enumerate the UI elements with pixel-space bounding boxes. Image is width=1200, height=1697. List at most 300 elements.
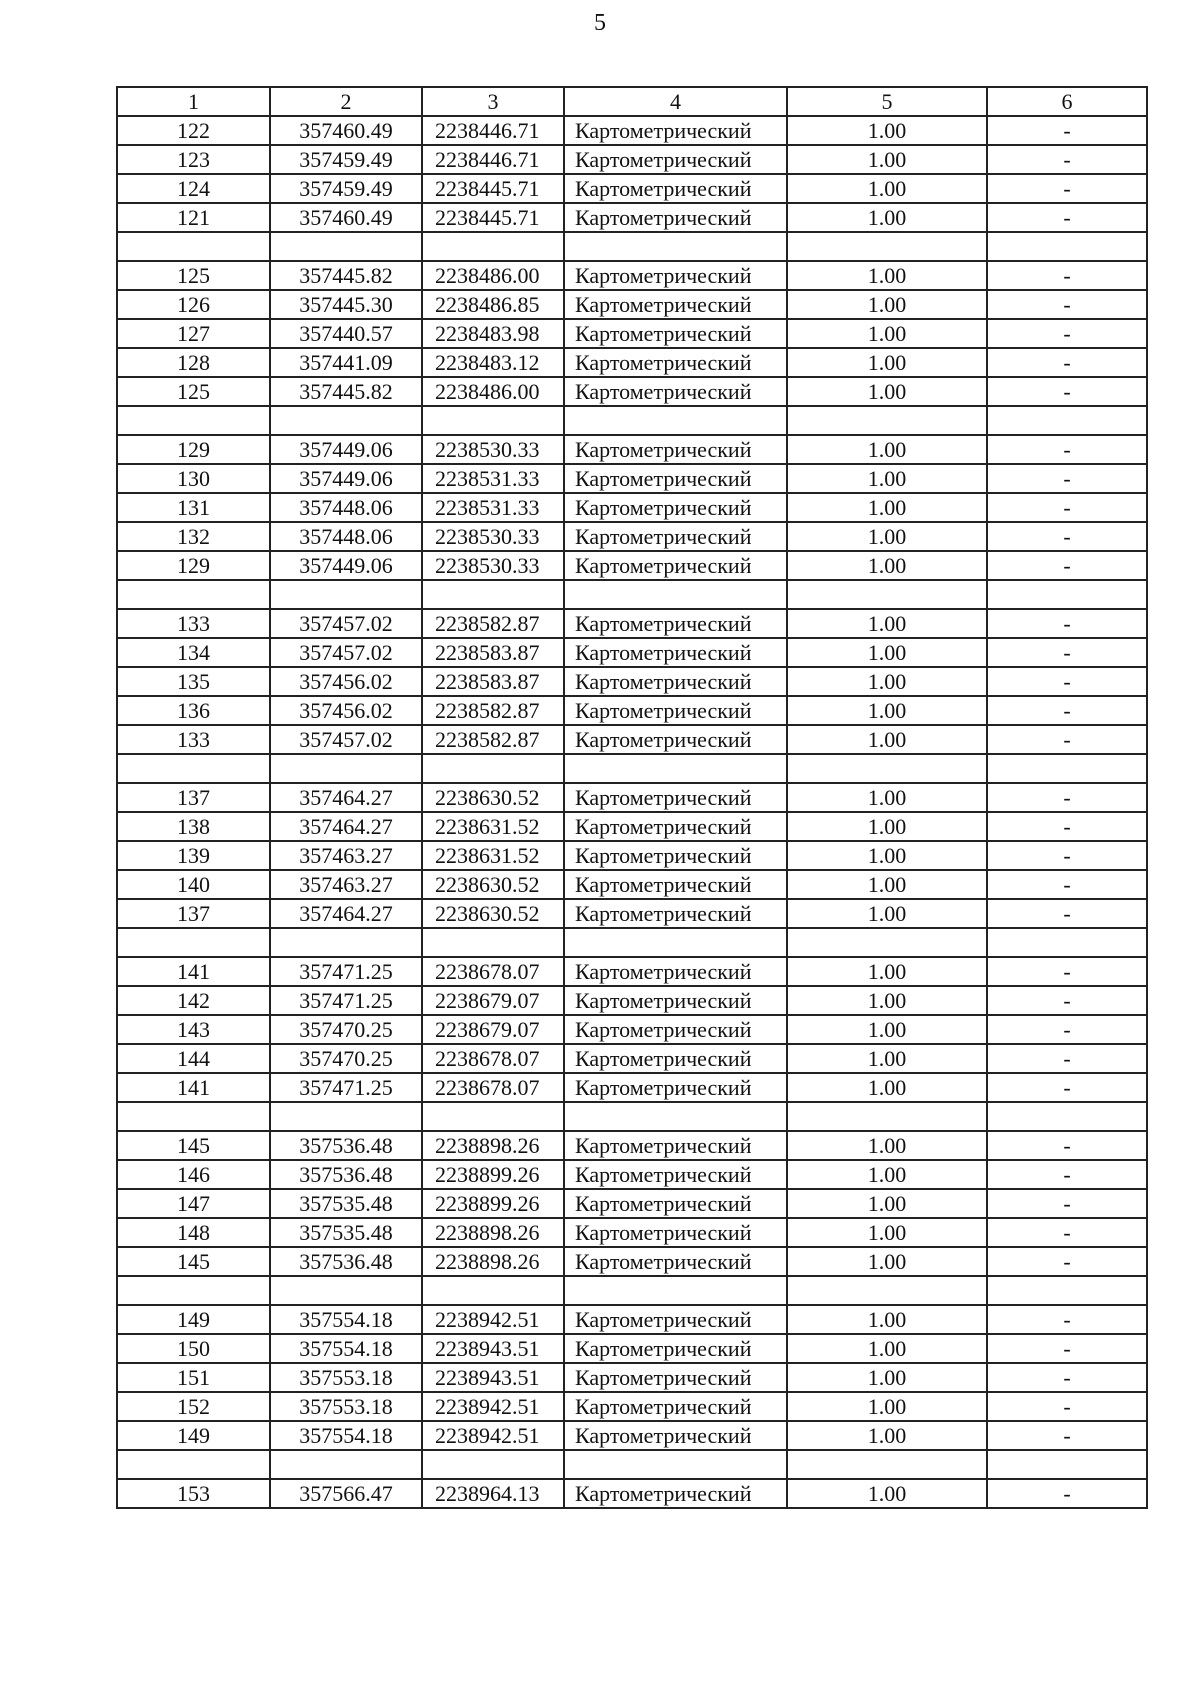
table-cell-col-6: - xyxy=(987,261,1147,290)
table-empty-cell xyxy=(787,1276,987,1305)
table-cell-col-1: 152 xyxy=(117,1392,270,1421)
table-empty-cell xyxy=(270,754,422,783)
table-cell-col-3: 2238899.26 xyxy=(422,1160,564,1189)
table-empty-cell xyxy=(787,1450,987,1479)
table-cell-col-4: Картометрический xyxy=(564,551,787,580)
table-cell-col-6: - xyxy=(987,696,1147,725)
table-cell-col-1: 146 xyxy=(117,1160,270,1189)
table-empty-cell xyxy=(117,1276,270,1305)
table-cell-col-4: Картометрический xyxy=(564,174,787,203)
table-cell-col-3: 2238631.52 xyxy=(422,812,564,841)
table-cell-col-4: Картометрический xyxy=(564,783,787,812)
table-cell-col-5: 1.00 xyxy=(787,319,987,348)
table-cell-col-5: 1.00 xyxy=(787,1015,987,1044)
table-cell-col-5: 1.00 xyxy=(787,986,987,1015)
table-cell-col-1: 121 xyxy=(117,203,270,232)
table-empty-cell xyxy=(422,1450,564,1479)
table-cell-col-5: 1.00 xyxy=(787,116,987,145)
table-cell-col-1: 130 xyxy=(117,464,270,493)
table-cell-col-4: Картометрический xyxy=(564,1218,787,1247)
table-cell-col-5: 1.00 xyxy=(787,348,987,377)
table-cell-col-1: 135 xyxy=(117,667,270,696)
table-row xyxy=(117,1131,1147,1160)
table-cell-col-3: 2238679.07 xyxy=(422,1015,564,1044)
table-cell-col-1: 132 xyxy=(117,522,270,551)
table-cell-col-4: Картометрический xyxy=(564,696,787,725)
table-cell-col-4: Картометрический xyxy=(564,638,787,667)
table-cell-col-1: 131 xyxy=(117,493,270,522)
table-cell-col-4: Картометрический xyxy=(564,319,787,348)
table-empty-cell xyxy=(987,1450,1147,1479)
table-cell-col-2: 357445.30 xyxy=(270,290,422,319)
table-cell-col-1: 125 xyxy=(117,377,270,406)
table-cell-col-2: 357449.06 xyxy=(270,464,422,493)
table-cell-col-6: - xyxy=(987,1044,1147,1073)
table-empty-cell xyxy=(117,232,270,261)
table-cell-col-5: 1.00 xyxy=(787,1247,987,1276)
table-cell-col-3: 2238486.00 xyxy=(422,377,564,406)
table-cell-col-4: Картометрический xyxy=(564,1305,787,1334)
table-spacer-row xyxy=(117,1102,1147,1131)
table-cell-col-6: - xyxy=(987,290,1147,319)
table-cell-col-3: 2238942.51 xyxy=(422,1421,564,1450)
table-cell-col-2: 357457.02 xyxy=(270,609,422,638)
table-cell-col-6: - xyxy=(987,986,1147,1015)
table-empty-cell xyxy=(270,1450,422,1479)
table-cell-col-5: 1.00 xyxy=(787,899,987,928)
table-cell-col-3: 2238531.33 xyxy=(422,493,564,522)
table-row xyxy=(117,1305,1147,1334)
table-cell-col-6: - xyxy=(987,1015,1147,1044)
table-empty-cell xyxy=(564,928,787,957)
table-cell-col-3: 2238530.33 xyxy=(422,551,564,580)
table-cell-col-5: 1.00 xyxy=(787,812,987,841)
table-cell-col-1: 139 xyxy=(117,841,270,870)
table-cell-col-3: 2238630.52 xyxy=(422,783,564,812)
table-cell-col-6: - xyxy=(987,1305,1147,1334)
table-cell-col-5: 1.00 xyxy=(787,667,987,696)
table-empty-cell xyxy=(564,1276,787,1305)
table-cell-col-2: 357448.06 xyxy=(270,522,422,551)
table-row xyxy=(117,899,1147,928)
table-cell-col-6: - xyxy=(987,957,1147,986)
table-cell-col-6: - xyxy=(987,1160,1147,1189)
table-cell-col-3: 2238446.71 xyxy=(422,116,564,145)
table-cell-col-1: 126 xyxy=(117,290,270,319)
table-cell-col-5: 1.00 xyxy=(787,638,987,667)
table-body xyxy=(117,116,1147,1508)
table-row xyxy=(117,348,1147,377)
table-cell-col-3: 2238583.87 xyxy=(422,667,564,696)
table-cell-col-1: 149 xyxy=(117,1421,270,1450)
table-cell-col-6: - xyxy=(987,1247,1147,1276)
table-empty-cell xyxy=(987,406,1147,435)
table-row xyxy=(117,261,1147,290)
table-cell-col-3: 2238943.51 xyxy=(422,1363,564,1392)
table-row xyxy=(117,522,1147,551)
table-cell-col-6: - xyxy=(987,1073,1147,1102)
table-empty-cell xyxy=(422,406,564,435)
table-empty-cell xyxy=(787,754,987,783)
table-row xyxy=(117,1334,1147,1363)
table-cell-col-6: - xyxy=(987,522,1147,551)
table-row xyxy=(117,783,1147,812)
table-cell-col-4: Картометрический xyxy=(564,986,787,1015)
table-cell-col-2: 357536.48 xyxy=(270,1160,422,1189)
table-cell-col-4: Картометрический xyxy=(564,116,787,145)
table-cell-col-1: 136 xyxy=(117,696,270,725)
table-cell-col-1: 137 xyxy=(117,783,270,812)
table-row xyxy=(117,1160,1147,1189)
table-cell-col-2: 357470.25 xyxy=(270,1015,422,1044)
table-cell-col-1: 129 xyxy=(117,551,270,580)
table-cell-col-6: - xyxy=(987,725,1147,754)
table-cell-col-6: - xyxy=(987,812,1147,841)
table-cell-col-4: Картометрический xyxy=(564,203,787,232)
table-row xyxy=(117,1479,1147,1508)
table-cell-col-3: 2238679.07 xyxy=(422,986,564,1015)
table-cell-col-3: 2238483.12 xyxy=(422,348,564,377)
table-cell-col-2: 357554.18 xyxy=(270,1305,422,1334)
table-cell-col-6: - xyxy=(987,667,1147,696)
table-cell-col-3: 2238582.87 xyxy=(422,696,564,725)
table-empty-cell xyxy=(564,232,787,261)
table-cell-col-1: 122 xyxy=(117,116,270,145)
table-cell-col-4: Картометрический xyxy=(564,957,787,986)
table-empty-cell xyxy=(987,1276,1147,1305)
table-cell-col-5: 1.00 xyxy=(787,464,987,493)
table-cell-col-5: 1.00 xyxy=(787,1073,987,1102)
table-cell-col-4: Картометрический xyxy=(564,493,787,522)
table-cell-col-2: 357464.27 xyxy=(270,812,422,841)
table-cell-col-1: 147 xyxy=(117,1189,270,1218)
table-cell-col-1: 128 xyxy=(117,348,270,377)
table-cell-col-1: 149 xyxy=(117,1305,270,1334)
table-cell-col-6: - xyxy=(987,1421,1147,1450)
table-cell-col-1: 127 xyxy=(117,319,270,348)
table-cell-col-4: Картометрический xyxy=(564,1189,787,1218)
table-cell-col-4: Картометрический xyxy=(564,145,787,174)
table-cell-col-6: - xyxy=(987,1189,1147,1218)
table-empty-cell xyxy=(117,928,270,957)
table-cell-col-6: - xyxy=(987,116,1147,145)
table-cell-col-5: 1.00 xyxy=(787,725,987,754)
table-cell-col-1: 141 xyxy=(117,1073,270,1102)
table-cell-col-1: 125 xyxy=(117,261,270,290)
table-empty-cell xyxy=(987,754,1147,783)
table-cell-col-6: - xyxy=(987,1392,1147,1421)
header-col-3: 3 xyxy=(422,87,564,116)
table-empty-cell xyxy=(270,928,422,957)
table-row xyxy=(117,174,1147,203)
table-row xyxy=(117,203,1147,232)
table-cell-col-6: - xyxy=(987,348,1147,377)
table-cell-col-2: 357463.27 xyxy=(270,841,422,870)
table-cell-col-5: 1.00 xyxy=(787,1392,987,1421)
table-cell-col-1: 138 xyxy=(117,812,270,841)
table-cell-col-5: 1.00 xyxy=(787,696,987,725)
table-row xyxy=(117,870,1147,899)
table-cell-col-4: Картометрический xyxy=(564,609,787,638)
table-row xyxy=(117,1363,1147,1392)
table-empty-cell xyxy=(422,754,564,783)
table-cell-col-2: 357463.27 xyxy=(270,870,422,899)
table-cell-col-2: 357445.82 xyxy=(270,261,422,290)
table-spacer-row xyxy=(117,232,1147,261)
table-empty-cell xyxy=(987,232,1147,261)
table-row xyxy=(117,812,1147,841)
table-cell-col-3: 2238530.33 xyxy=(422,435,564,464)
table-cell-col-4: Картометрический xyxy=(564,1421,787,1450)
table-empty-cell xyxy=(270,1102,422,1131)
table-row xyxy=(117,667,1147,696)
table-cell-col-1: 148 xyxy=(117,1218,270,1247)
table-cell-col-2: 357464.27 xyxy=(270,783,422,812)
table-spacer-row xyxy=(117,1450,1147,1479)
table-cell-col-3: 2238899.26 xyxy=(422,1189,564,1218)
table-cell-col-5: 1.00 xyxy=(787,493,987,522)
table-row xyxy=(117,319,1147,348)
table-cell-col-6: - xyxy=(987,899,1147,928)
table-cell-col-6: - xyxy=(987,841,1147,870)
table-cell-col-1: 140 xyxy=(117,870,270,899)
table-row xyxy=(117,1073,1147,1102)
table-cell-col-2: 357449.06 xyxy=(270,551,422,580)
table-cell-col-1: 129 xyxy=(117,435,270,464)
table-cell-col-4: Картометрический xyxy=(564,435,787,464)
table-empty-cell xyxy=(564,1102,787,1131)
table-empty-cell xyxy=(787,1102,987,1131)
table-cell-col-6: - xyxy=(987,870,1147,899)
table-cell-col-3: 2238486.00 xyxy=(422,261,564,290)
table-empty-cell xyxy=(564,406,787,435)
table-cell-col-5: 1.00 xyxy=(787,1305,987,1334)
table-cell-col-1: 141 xyxy=(117,957,270,986)
table-cell-col-2: 357448.06 xyxy=(270,493,422,522)
table-cell-col-4: Картометрический xyxy=(564,261,787,290)
header-col-2: 2 xyxy=(270,87,422,116)
table-cell-col-6: - xyxy=(987,638,1147,667)
table-cell-col-5: 1.00 xyxy=(787,1479,987,1508)
table-cell-col-1: 123 xyxy=(117,145,270,174)
table-empty-cell xyxy=(117,580,270,609)
table-empty-cell xyxy=(564,580,787,609)
table-cell-col-5: 1.00 xyxy=(787,290,987,319)
table-row xyxy=(117,116,1147,145)
table-cell-col-2: 357441.09 xyxy=(270,348,422,377)
table-cell-col-5: 1.00 xyxy=(787,609,987,638)
table-cell-col-3: 2238445.71 xyxy=(422,174,564,203)
table-row xyxy=(117,638,1147,667)
table-empty-cell xyxy=(422,1102,564,1131)
table-cell-col-5: 1.00 xyxy=(787,870,987,899)
table-cell-col-2: 357456.02 xyxy=(270,667,422,696)
table-row xyxy=(117,551,1147,580)
table-cell-col-5: 1.00 xyxy=(787,203,987,232)
page-number: 5 xyxy=(594,10,606,36)
table-cell-col-6: - xyxy=(987,493,1147,522)
table-empty-cell xyxy=(117,1102,270,1131)
table-empty-cell xyxy=(117,1450,270,1479)
table-empty-cell xyxy=(987,1102,1147,1131)
table-cell-col-1: 133 xyxy=(117,725,270,754)
table-cell-col-2: 357464.27 xyxy=(270,899,422,928)
table-cell-col-3: 2238678.07 xyxy=(422,1073,564,1102)
table-row xyxy=(117,493,1147,522)
table-cell-col-2: 357566.47 xyxy=(270,1479,422,1508)
table-cell-col-4: Картометрический xyxy=(564,1131,787,1160)
table-cell-col-5: 1.00 xyxy=(787,174,987,203)
table-cell-col-2: 357459.49 xyxy=(270,174,422,203)
table-row xyxy=(117,696,1147,725)
table-cell-col-6: - xyxy=(987,174,1147,203)
table-cell-col-2: 357535.48 xyxy=(270,1189,422,1218)
table-cell-col-2: 357471.25 xyxy=(270,1073,422,1102)
table-row xyxy=(117,1218,1147,1247)
table-cell-col-5: 1.00 xyxy=(787,1334,987,1363)
table-cell-col-6: - xyxy=(987,1479,1147,1508)
table-cell-col-4: Картометрический xyxy=(564,1334,787,1363)
table-empty-cell xyxy=(787,928,987,957)
table-row xyxy=(117,377,1147,406)
table-cell-col-4: Картометрический xyxy=(564,522,787,551)
table-cell-col-2: 357536.48 xyxy=(270,1247,422,1276)
table-row xyxy=(117,1392,1147,1421)
table-cell-col-3: 2238630.52 xyxy=(422,899,564,928)
table-header-row xyxy=(117,87,1147,116)
table-cell-col-2: 357553.18 xyxy=(270,1363,422,1392)
table-cell-col-6: - xyxy=(987,783,1147,812)
header-col-1: 1 xyxy=(117,87,270,116)
table-row xyxy=(117,1189,1147,1218)
table-cell-col-2: 357553.18 xyxy=(270,1392,422,1421)
table-cell-col-4: Картометрический xyxy=(564,1160,787,1189)
table-cell-col-5: 1.00 xyxy=(787,261,987,290)
table-cell-col-4: Картометрический xyxy=(564,290,787,319)
table-cell-col-3: 2238631.52 xyxy=(422,841,564,870)
table-cell-col-5: 1.00 xyxy=(787,1131,987,1160)
header-col-4: 4 xyxy=(564,87,787,116)
table-cell-col-3: 2238678.07 xyxy=(422,1044,564,1073)
table-cell-col-6: - xyxy=(987,1334,1147,1363)
table-cell-col-6: - xyxy=(987,377,1147,406)
table-cell-col-3: 2238943.51 xyxy=(422,1334,564,1363)
table-cell-col-4: Картометрический xyxy=(564,812,787,841)
table-row xyxy=(117,841,1147,870)
table-cell-col-4: Картометрический xyxy=(564,1392,787,1421)
table-empty-cell xyxy=(987,928,1147,957)
table-cell-col-5: 1.00 xyxy=(787,783,987,812)
table-empty-cell xyxy=(564,754,787,783)
table-empty-cell xyxy=(422,1276,564,1305)
table-spacer-row xyxy=(117,580,1147,609)
table-spacer-row xyxy=(117,928,1147,957)
table-row xyxy=(117,435,1147,464)
table-empty-cell xyxy=(117,754,270,783)
table-empty-cell xyxy=(787,406,987,435)
table-cell-col-3: 2238898.26 xyxy=(422,1247,564,1276)
table-cell-col-1: 134 xyxy=(117,638,270,667)
table-cell-col-5: 1.00 xyxy=(787,145,987,174)
table-cell-col-3: 2238486.85 xyxy=(422,290,564,319)
coordinates-table xyxy=(116,86,1148,1509)
table-cell-col-3: 2238445.71 xyxy=(422,203,564,232)
table-cell-col-2: 357470.25 xyxy=(270,1044,422,1073)
table-cell-col-1: 143 xyxy=(117,1015,270,1044)
table-cell-col-5: 1.00 xyxy=(787,522,987,551)
table-empty-cell xyxy=(270,1276,422,1305)
table-row xyxy=(117,957,1147,986)
table-row xyxy=(117,609,1147,638)
table-cell-col-6: - xyxy=(987,1131,1147,1160)
table-cell-col-1: 153 xyxy=(117,1479,270,1508)
table-cell-col-6: - xyxy=(987,609,1147,638)
table-cell-col-2: 357460.49 xyxy=(270,203,422,232)
table-cell-col-5: 1.00 xyxy=(787,841,987,870)
table-cell-col-4: Картометрический xyxy=(564,725,787,754)
table-cell-col-5: 1.00 xyxy=(787,435,987,464)
table-row xyxy=(117,1015,1147,1044)
table-cell-col-5: 1.00 xyxy=(787,1363,987,1392)
table-cell-col-5: 1.00 xyxy=(787,377,987,406)
table-cell-col-6: - xyxy=(987,1218,1147,1247)
table-empty-cell xyxy=(270,406,422,435)
table-cell-col-2: 357554.18 xyxy=(270,1421,422,1450)
table-cell-col-5: 1.00 xyxy=(787,1189,987,1218)
table-row xyxy=(117,986,1147,1015)
table-cell-col-3: 2238942.51 xyxy=(422,1305,564,1334)
table-row xyxy=(117,1044,1147,1073)
table-cell-col-6: - xyxy=(987,464,1147,493)
table-cell-col-1: 142 xyxy=(117,986,270,1015)
table-empty-cell xyxy=(564,1450,787,1479)
table-cell-col-4: Картометрический xyxy=(564,1073,787,1102)
table-cell-col-2: 357445.82 xyxy=(270,377,422,406)
table-cell-col-4: Картометрический xyxy=(564,377,787,406)
table-cell-col-4: Картометрический xyxy=(564,870,787,899)
table-cell-col-1: 124 xyxy=(117,174,270,203)
table-cell-col-6: - xyxy=(987,203,1147,232)
table-empty-cell xyxy=(270,232,422,261)
table-cell-col-2: 357460.49 xyxy=(270,116,422,145)
header-col-5: 5 xyxy=(787,87,987,116)
table-empty-cell xyxy=(787,232,987,261)
table-cell-col-2: 357471.25 xyxy=(270,986,422,1015)
table-cell-col-2: 357536.48 xyxy=(270,1131,422,1160)
table-cell-col-4: Картометрический xyxy=(564,348,787,377)
table-cell-col-3: 2238483.98 xyxy=(422,319,564,348)
table-row xyxy=(117,145,1147,174)
table-row xyxy=(117,290,1147,319)
table-cell-col-2: 357456.02 xyxy=(270,696,422,725)
header-col-6: 6 xyxy=(987,87,1147,116)
table-cell-col-4: Картометрический xyxy=(564,841,787,870)
table-cell-col-3: 2238582.87 xyxy=(422,725,564,754)
table-cell-col-2: 357457.02 xyxy=(270,638,422,667)
table-cell-col-1: 150 xyxy=(117,1334,270,1363)
table-cell-col-4: Картометрический xyxy=(564,1015,787,1044)
table-row xyxy=(117,1421,1147,1450)
table-cell-col-5: 1.00 xyxy=(787,957,987,986)
table-cell-col-5: 1.00 xyxy=(787,1421,987,1450)
table-cell-col-4: Картометрический xyxy=(564,1044,787,1073)
table-cell-col-6: - xyxy=(987,551,1147,580)
table-cell-col-5: 1.00 xyxy=(787,1218,987,1247)
table-cell-col-2: 357459.49 xyxy=(270,145,422,174)
table-row xyxy=(117,464,1147,493)
table-empty-cell xyxy=(422,580,564,609)
table-cell-col-4: Картометрический xyxy=(564,464,787,493)
